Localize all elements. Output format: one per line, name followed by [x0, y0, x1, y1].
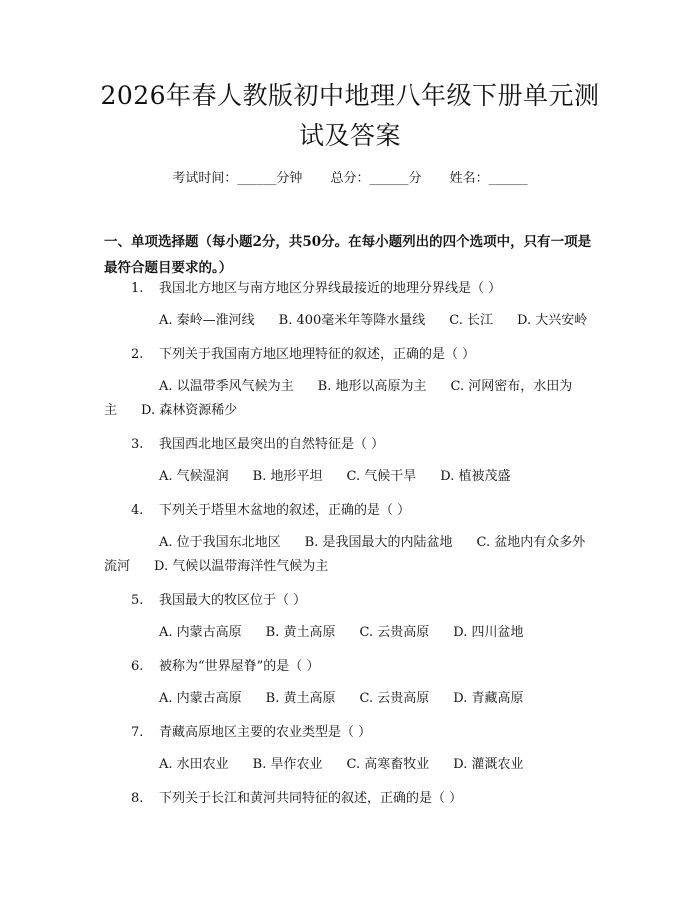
- question-list: [104, 279, 596, 809]
- question-item: [104, 345, 596, 435]
- answer-options: [104, 687, 596, 711]
- question-text: 下列关于长江和黄河共同特征的叙述，正确的是（ ）: [159, 791, 463, 806]
- question-text: 青藏高原地区主要的农业类型是（ ）: [159, 725, 372, 740]
- option-b: B. 黄土高原: [265, 691, 336, 706]
- option-a: A. 内蒙古高原: [159, 625, 242, 640]
- section-heading: 一、单项选择题（每小题2分，共50分。在每小题列出的四个选项中，只有一项是最符合题目要求的。）: [104, 234, 592, 276]
- option-b: B. 是我国最大的内陆盆地: [304, 535, 453, 550]
- answer-options: [104, 621, 596, 645]
- option-a: A. 内蒙古高原: [159, 691, 242, 706]
- option-c: C. 河网密布，水田为主: [104, 379, 573, 418]
- question-number: 1.: [131, 281, 144, 296]
- question-number: 8.: [131, 791, 144, 806]
- answer-options: [104, 531, 596, 579]
- question-number: 4.: [131, 503, 144, 518]
- question-stem: [104, 723, 596, 743]
- question-text: 我国西北地区最突出的自然特征是（ ）: [159, 437, 385, 452]
- option-a: A. 水田农业: [159, 757, 229, 772]
- question-item: [104, 723, 596, 789]
- option-a: A. 以温带季风气候为主: [159, 379, 294, 394]
- option-d: D. 灌溉农业: [453, 757, 524, 772]
- answer-options: [104, 309, 596, 333]
- option-b: B. 旱作农业: [252, 757, 323, 772]
- question-stem: [104, 591, 596, 611]
- question-text: 下列关于我国南方地区地理特征的叙述，正确的是（ ）: [159, 347, 476, 362]
- document-title: 2026年春人教版初中地理八年级下册单元测试及答案: [100, 81, 600, 150]
- option-c: C. 云贵高原: [359, 625, 430, 640]
- answer-options: [104, 465, 596, 489]
- question-text: 被称为“世界屋脊”的是（ ）: [159, 659, 320, 674]
- question-stem: [104, 345, 596, 365]
- option-a: A. 气候湿润: [159, 469, 229, 484]
- question-stem: [104, 435, 596, 455]
- answer-options: [104, 375, 596, 423]
- option-c: C. 长江: [449, 313, 494, 328]
- option-d: D. 青藏高原: [453, 691, 524, 706]
- question-item: [104, 279, 596, 345]
- question-text: 我国最大的牧区位于（ ）: [159, 593, 307, 608]
- option-c: C. 盆地内有众多外流河: [104, 535, 586, 574]
- option-c: C. 气候干旱: [346, 469, 417, 484]
- question-stem: [104, 501, 596, 521]
- option-d: D. 植被茂盛: [440, 469, 511, 484]
- question-text: 我国北方地区与南方地区分界线最接近的地理分界线是（ ）: [159, 281, 502, 296]
- option-d: D. 四川盆地: [453, 625, 524, 640]
- option-b: B. 地形平坦: [252, 469, 323, 484]
- option-b: B. 黄土高原: [265, 625, 336, 640]
- option-b: B. 地形以高原为主: [317, 379, 427, 394]
- option-d: D. 大兴安岭: [517, 313, 588, 328]
- question-number: 2.: [131, 347, 144, 362]
- exam-info-line: [0, 170, 700, 188]
- option-a: A. 秦岭—淮河线: [159, 313, 255, 328]
- option-c: C. 云贵高原: [359, 691, 430, 706]
- question-number: 7.: [131, 725, 144, 740]
- question-item: [104, 591, 596, 657]
- question-text: 下列关于塔里木盆地的叙述，正确的是（ ）: [159, 503, 411, 518]
- question-item: [104, 501, 596, 591]
- question-item: [104, 657, 596, 723]
- question-number: 3.: [131, 437, 144, 452]
- option-d: D. 森林资源稀少: [141, 403, 238, 418]
- question-stem: [104, 789, 596, 809]
- option-a: A. 位于我国东北地区: [159, 535, 281, 550]
- question-number: 5.: [131, 593, 144, 608]
- exam-time-field: 考试时间：______分钟: [172, 171, 303, 186]
- option-b: B. 400毫米年等降水量线: [278, 313, 426, 328]
- question-stem: [104, 279, 596, 299]
- question-number: 6.: [131, 659, 144, 674]
- option-d: D. 气候以温带海洋性气候为主: [154, 559, 329, 574]
- student-name-field: 姓名：______: [449, 171, 528, 186]
- question-item: [104, 435, 596, 501]
- total-score-field: 总分：______分: [330, 171, 422, 186]
- question-stem: [104, 657, 596, 677]
- option-c: C. 高寒畜牧业: [346, 757, 430, 772]
- question-item: [104, 789, 596, 809]
- answer-options: [104, 753, 596, 777]
